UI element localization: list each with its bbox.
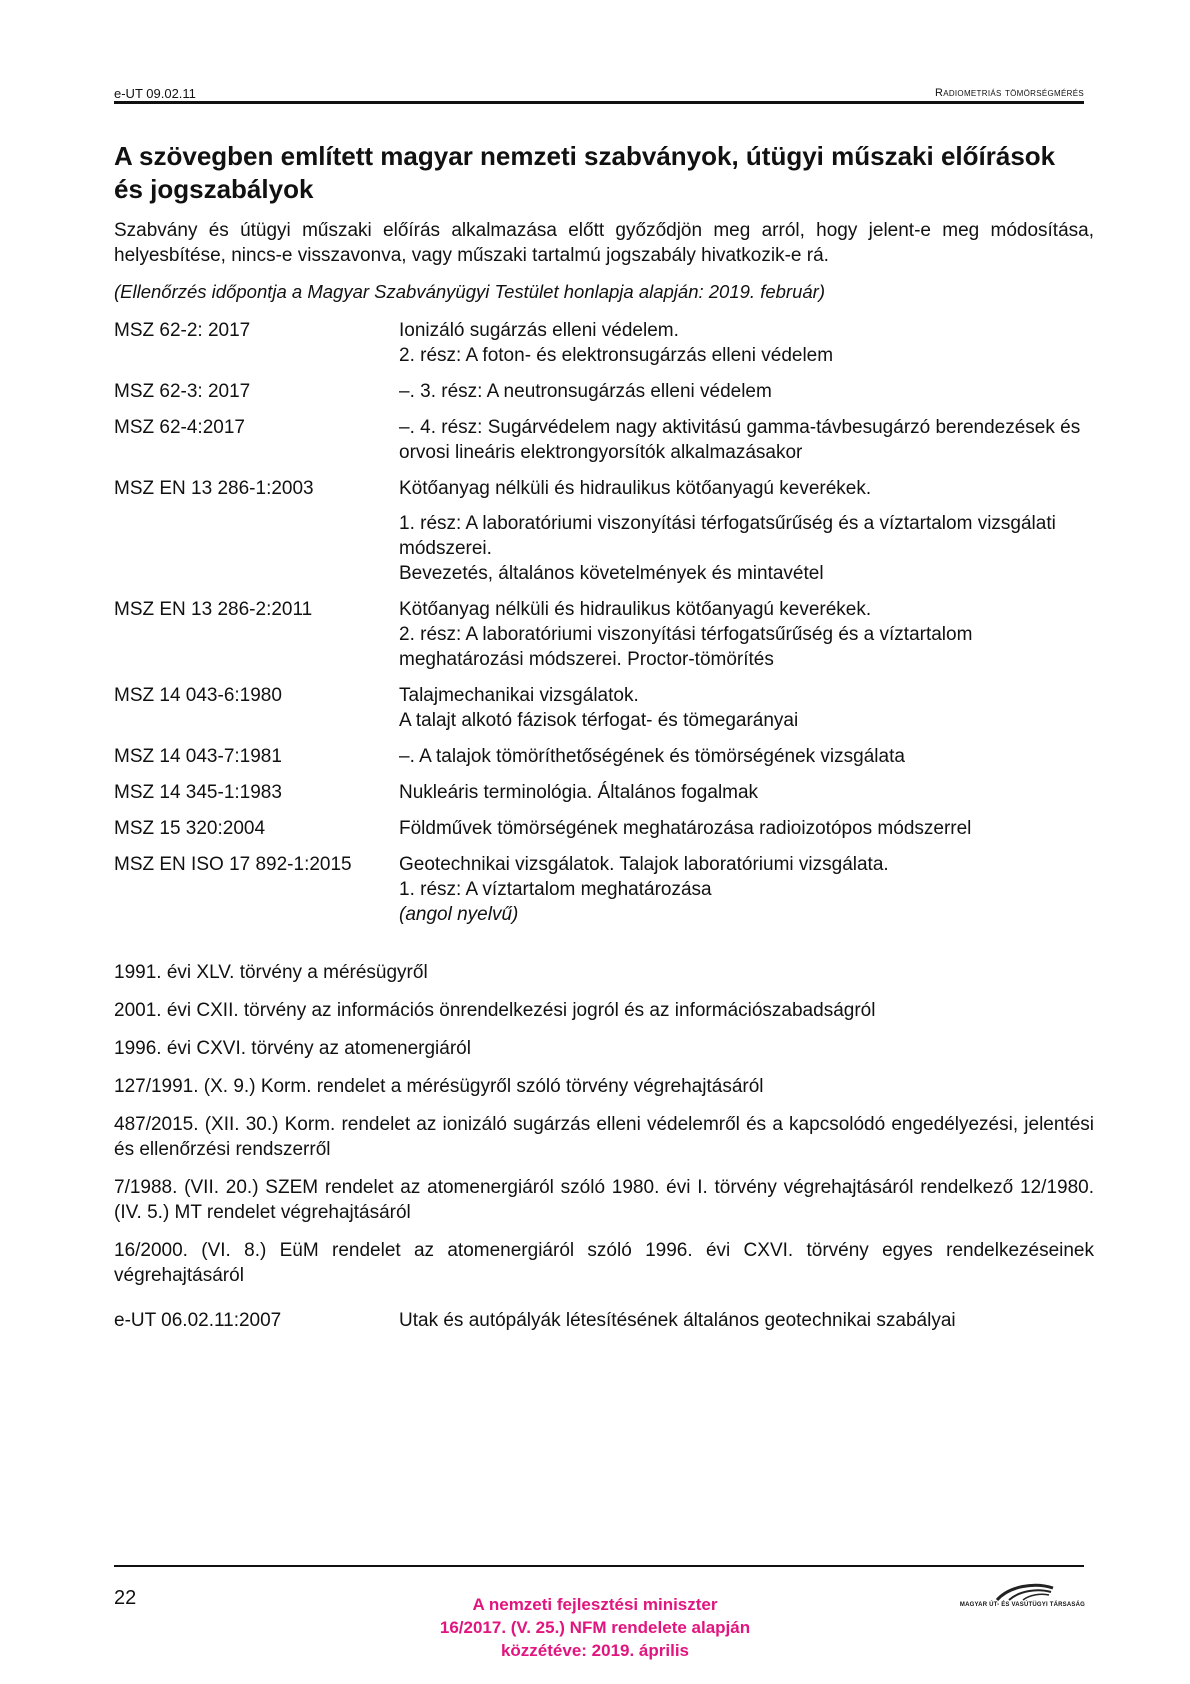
publisher-line: 16/2017. (V. 25.) NFM rendelete alapján bbox=[439, 1618, 751, 1637]
legislation-item: 1996. évi CXVI. törvény az atomenergiáról bbox=[114, 1038, 471, 1059]
standard-row bbox=[114, 318, 1094, 368]
standard-line: –. 3. rész: A neutronsugárzás elleni védelem bbox=[399, 381, 772, 402]
standard-line: Ionizáló sugárzás elleni védelem. bbox=[399, 320, 679, 341]
standard-row bbox=[114, 476, 1094, 586]
logo-text: MAGYAR ÚT- ÉS VASÚTÜGYI TÁRSASÁG bbox=[959, 1602, 1085, 1608]
footer-divider bbox=[114, 1565, 1084, 1567]
legislation-item: 7/1988. (VII. 20.) SZEM rendelet az atomenergiáról szóló 1980. évi I. törvény végrehajtásáról rendelkező 12/1980. (IV. 5.) MT rendelet végrehajtásáról bbox=[114, 1177, 1094, 1223]
page-header bbox=[114, 86, 1084, 104]
technical-spec-reference bbox=[114, 1308, 1094, 1333]
intro-paragraph: Szabvány és útügyi műszaki előírás alkalmazása előtt győződjön meg arról, hogy jelent-e meg módosítása, helyesbítése, nincs-e visszavonva, vagy műszaki tartalmú jogszabály hivatkozik-e rá. bbox=[114, 220, 1094, 266]
standard-description bbox=[399, 683, 1094, 733]
standard-code: MSZ 62-4:2017 bbox=[114, 417, 245, 438]
standard-description bbox=[399, 476, 1094, 586]
standard-code: MSZ 14 043-7:1981 bbox=[114, 746, 282, 767]
standard-code: MSZ 62-2: 2017 bbox=[114, 320, 251, 341]
legislation-item: 487/2015. (XII. 30.) Korm. rendelet az ionizáló sugárzás elleni védelemről és a kapcsolódó engedélyezési, jelentési és ellenőrzési rendszerről bbox=[114, 1114, 1094, 1160]
standard-description bbox=[399, 744, 1094, 769]
standard-code: MSZ 15 320:2004 bbox=[114, 818, 266, 839]
standard-row bbox=[114, 852, 1094, 927]
standard-code: MSZ EN ISO 17 892-1:2015 bbox=[114, 854, 352, 875]
standard-line: Bevezetés, általános követelmények és mintavétel bbox=[399, 563, 824, 584]
standard-line: Kötőanyag nélküli és hidraulikus kötőanyagú keverékek. bbox=[399, 599, 872, 620]
standard-code: MSZ 14 345-1:1983 bbox=[114, 782, 282, 803]
publisher-notice bbox=[395, 1593, 795, 1662]
standard-line: (angol nyelvű) bbox=[399, 904, 519, 925]
standards-list bbox=[114, 318, 1094, 938]
standard-row bbox=[114, 597, 1094, 672]
standard-description bbox=[399, 597, 1094, 672]
legislation-item: 127/1991. (X. 9.) Korm. rendelet a mérésügyről szóló törvény végrehajtásáról bbox=[114, 1076, 764, 1097]
reference-description: Utak és autópályák létesítésének általános geotechnikai szabályai bbox=[399, 1310, 956, 1331]
standard-description bbox=[399, 379, 1094, 404]
section-title: Radiometriás tömörségmérés bbox=[934, 87, 1084, 99]
standard-line: Földművek tömörségének meghatározása radioizotópos módszerrel bbox=[399, 818, 972, 839]
standard-code: MSZ EN 13 286-1:2003 bbox=[114, 478, 314, 499]
legislation-item: 1991. évi XLV. törvény a mérésügyről bbox=[114, 962, 428, 983]
standard-code: MSZ EN 13 286-2:2011 bbox=[114, 599, 313, 620]
page-number: 22 bbox=[114, 1587, 137, 1609]
road-society-logo bbox=[935, 1582, 1085, 1612]
legislation-item: 2001. évi CXII. törvény az információs önrendelkezési jogról és az információszabadságról bbox=[114, 1000, 876, 1021]
standard-row bbox=[114, 780, 1094, 805]
document-code: e-UT 09.02.11 bbox=[114, 86, 196, 101]
standard-row bbox=[114, 744, 1094, 769]
standard-row bbox=[114, 379, 1094, 404]
publisher-line: A nemzeti fejlesztési miniszter bbox=[472, 1595, 718, 1614]
standard-description bbox=[399, 415, 1094, 465]
publisher-line: közzétéve: 2019. április bbox=[500, 1641, 690, 1660]
page-title: A szövegben említett magyar nemzeti szabványok, útügyi műszaki előírások és jogszabályok bbox=[114, 141, 1056, 204]
standard-line: Kötőanyag nélküli és hidraulikus kötőanyagú keverékek. bbox=[399, 478, 872, 499]
road-society-logo-icon bbox=[995, 1582, 1055, 1602]
check-date-note: (Ellenőrzés időpontja a Magyar Szabványügyi Testület honlapja alapján: 2019. február) bbox=[114, 281, 825, 302]
legislation-item: 16/2000. (VI. 8.) EüM rendelet az atomenergiáról szóló 1996. évi CXVI. törvény egyes rendelkezéseinek végrehajtásáról bbox=[114, 1240, 1094, 1286]
standard-code: MSZ 62-3: 2017 bbox=[114, 381, 251, 402]
standard-line: 2. rész: A laboratóriumi viszonyítási térfogatsűrűség és a víztartalom meghatározási módszerei. Proctor-tömörítés bbox=[399, 624, 973, 670]
standard-row bbox=[114, 816, 1094, 841]
reference-code: e-UT 06.02.11:2007 bbox=[114, 1310, 282, 1331]
standard-line: 2. rész: A foton- és elektronsugárzás elleni védelem bbox=[399, 345, 834, 366]
standard-line: 1. rész: A víztartalom meghatározása bbox=[399, 879, 712, 900]
standard-line: Talajmechanikai vizsgálatok. bbox=[399, 685, 639, 706]
standard-line: Nukleáris terminológia. Általános fogalmak bbox=[399, 782, 759, 803]
standard-row bbox=[114, 683, 1094, 733]
standard-description bbox=[399, 780, 1094, 805]
standard-line: –. A talajok tömöríthetőségének és tömörségének vizsgálata bbox=[399, 746, 905, 767]
standard-code: MSZ 14 043-6:1980 bbox=[114, 685, 282, 706]
standard-description bbox=[399, 852, 1094, 927]
standard-description bbox=[399, 318, 1094, 368]
standard-line: –. 4. rész: Sugárvédelem nagy aktivitású gamma-távbesugárzó berendezések és orvosi lineáris elektrongyorsítók alkalmazásakor bbox=[399, 417, 1081, 463]
legislation-list bbox=[114, 960, 1094, 1301]
standard-line: A talajt alkotó fázisok térfogat- és tömegarányai bbox=[399, 710, 799, 731]
standard-line: Geotechnikai vizsgálatok. Talajok laboratóriumi vizsgálata. bbox=[399, 854, 889, 875]
standard-description bbox=[399, 816, 1094, 841]
standard-row bbox=[114, 415, 1094, 465]
standard-line: 1. rész: A laboratóriumi viszonyítási térfogatsűrűség és a víztartalom vizsgálati módszerei. bbox=[399, 513, 1056, 559]
